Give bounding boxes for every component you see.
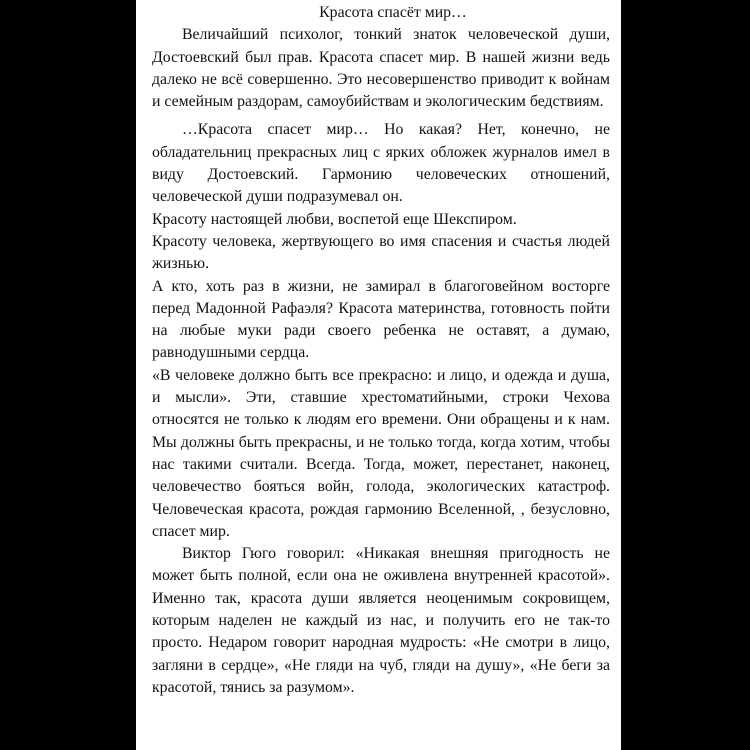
document-title: Красота спасёт мир… bbox=[319, 4, 467, 21]
paragraph-3: Красоту настоящей любви, воспетой еще Шекспиром. bbox=[152, 210, 517, 228]
paragraph-6: «В человеке должно быть все прекрасно: и лицо, и одежда и душа, и мысли». Эти, ставшие хрестоматийными, строки Чехова относятся не только к людям его времени. Они обращены и к нам. Мы должны быть прекрасны, и не только тогда, когда хотим, чтобы нас такими считали. Всегда. Тогда, может, перестанет, наконец, человечество бояться войн, голода, экологических катастроф. Человеческая красота, рождая гармонию Вселенной, , безусловно, спасет мир. bbox=[152, 366, 610, 540]
paragraph-7: Виктор Гюго говорил: «Никакая внешняя пригодность не может быть полной, если она не оживлена внутренней красотой». Именно так, красота души является неоценимым сокровищем, которым наделен не каждый из нас, и получить его не так-то просто. Недаром говорит народная мудрость: «Не смотри в лицо, загляни в сердце», «Не гляди на чуб, гляди на душу», «Не беги за красотой, тянись за разумом». bbox=[152, 545, 610, 696]
paragraph-5: А кто, хоть раз в жизни, не замирал в благоговейном восторге перед Мадонной Рафаэля? Красота материнства, готовность пойти на любые муки ради своего ребенка не оставят, а думаю, равнодушными сердца. bbox=[152, 277, 610, 362]
paragraph-1: Величайший психолог, тонкий знаток человеческой души, Достоевский был прав. Красота спасет мир. В нашей жизни ведь далеко не всё совершенно. Это несовершенство приводит к войнам и семейным раздорам, самоубийствам и экологическим бедствиям. bbox=[152, 26, 610, 111]
paragraph-2: …Красота спасет мир… Но какая? Нет, конечно, не обладательниц прекрасных лиц с ярких обложек журналов имел в виду Достоевский. Гармонию человеческих отношений, человеческой души подразумевал он. bbox=[152, 121, 610, 206]
paragraph-4: Красоту человека, жертвующего во имя спасения и счастья людей жизнью. bbox=[152, 232, 610, 273]
document-body bbox=[152, 2, 610, 699]
document-page bbox=[136, 0, 621, 750]
